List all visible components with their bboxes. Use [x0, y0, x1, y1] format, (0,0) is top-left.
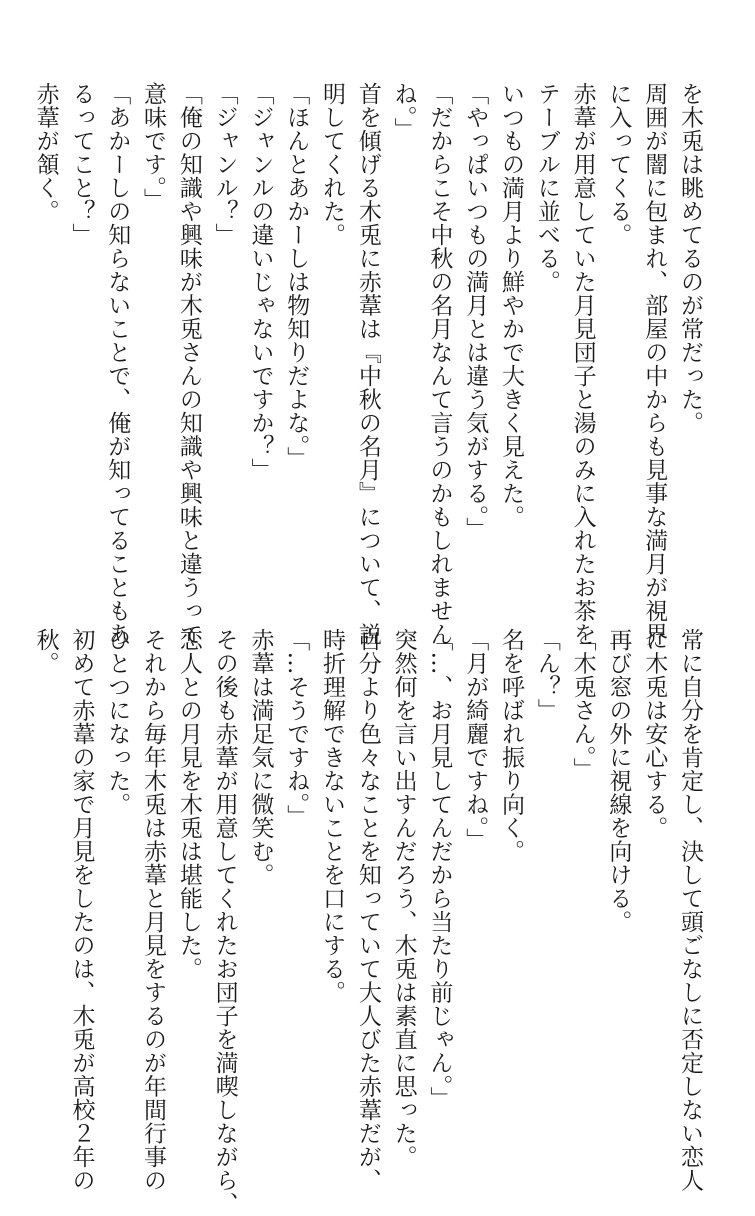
text-column: 名を呼ばれ振り向く。	[498, 628, 525, 863]
text-column: 「だからこそ中秋の名月なんて言うのかもしれません	[426, 82, 453, 646]
text-column: 「…、お月見してんだから当たり前じゃん。」	[426, 628, 453, 1110]
text-column: 意味です。」	[140, 82, 167, 212]
text-column: 「月が綺麗ですね。」	[462, 628, 489, 852]
text-column: 周囲が闇に包まれ、部屋の中からも見事な満月が視界	[641, 82, 668, 646]
lower-text-block	[27, 628, 707, 1216]
text-column: 赤葦は満足気に微笑む。	[247, 628, 274, 887]
text-column: 明してくれた。	[319, 82, 346, 247]
text-column: いつもの満月より鮮やかで大きく見えた。	[498, 82, 525, 529]
text-column: に入ってくる。	[605, 82, 632, 247]
text-column: それから毎年木兎は赤葦と月見をするのが年間行事の	[140, 628, 167, 1192]
text-column: 赤葦が用意していた月見団子と湯のみに入れたお茶を	[569, 82, 596, 646]
text-column: 「木兎さん。」	[569, 628, 596, 781]
text-column: を木兎は眺めてるのが常だった。	[677, 82, 703, 435]
text-column: ひとつになった。	[104, 628, 131, 816]
text-column: 赤葦が頷く。	[32, 82, 59, 223]
text-column: テーブルに並べる。	[533, 82, 560, 294]
text-column: 突然何を言い出すんだろう、木兎は素直に思った。	[390, 628, 417, 1169]
text-column: 「ん？」	[533, 628, 560, 722]
text-column: 時折理解できないことを口にする。	[319, 628, 346, 1004]
text-column: 常に自分を肯定し、決して頭ごなしに否定しない恋人	[677, 628, 703, 1192]
text-column: ね。」	[390, 82, 417, 141]
text-column: に木兎は安心する。	[641, 628, 668, 840]
text-column: 再び窓の外に視線を向ける。	[605, 628, 632, 934]
text-column: 「ジャンル？」	[211, 82, 238, 247]
text-column: その後も赤葦が用意してくれたお団子を満喫しながら、	[211, 628, 238, 1216]
text-column: 初めて赤葦の家で月見をしたのは、木兎が高校２年の	[68, 628, 95, 1192]
text-column: 首を傾げる木兎に赤葦は『中秋の名月』について、説	[354, 82, 381, 646]
text-column: 「…そうですね。」	[283, 628, 310, 828]
text-column: 「俺の知識や興味が木兎さんの知識や興味と違うって	[175, 82, 202, 646]
text-column: 恋人との月見を木兎は堪能した。	[175, 628, 202, 981]
text-column: 「あかーしの知らないことで、俺が知ってることもあ	[104, 82, 131, 646]
text-column: 「ジャンルの違いじゃないですか？」	[247, 82, 274, 482]
upper-text-block	[27, 82, 707, 646]
text-column: るってこと？」	[68, 82, 95, 247]
text-column: 「ほんとあかーしは物知りだよな。」	[283, 82, 310, 470]
text-column: 「やっぱいつもの満月とは違う気がする。」	[462, 82, 489, 541]
text-column: 自分より色々なことを知っていて大人びた赤葦だが、	[354, 628, 381, 1192]
text-column: 秋。	[32, 628, 59, 675]
